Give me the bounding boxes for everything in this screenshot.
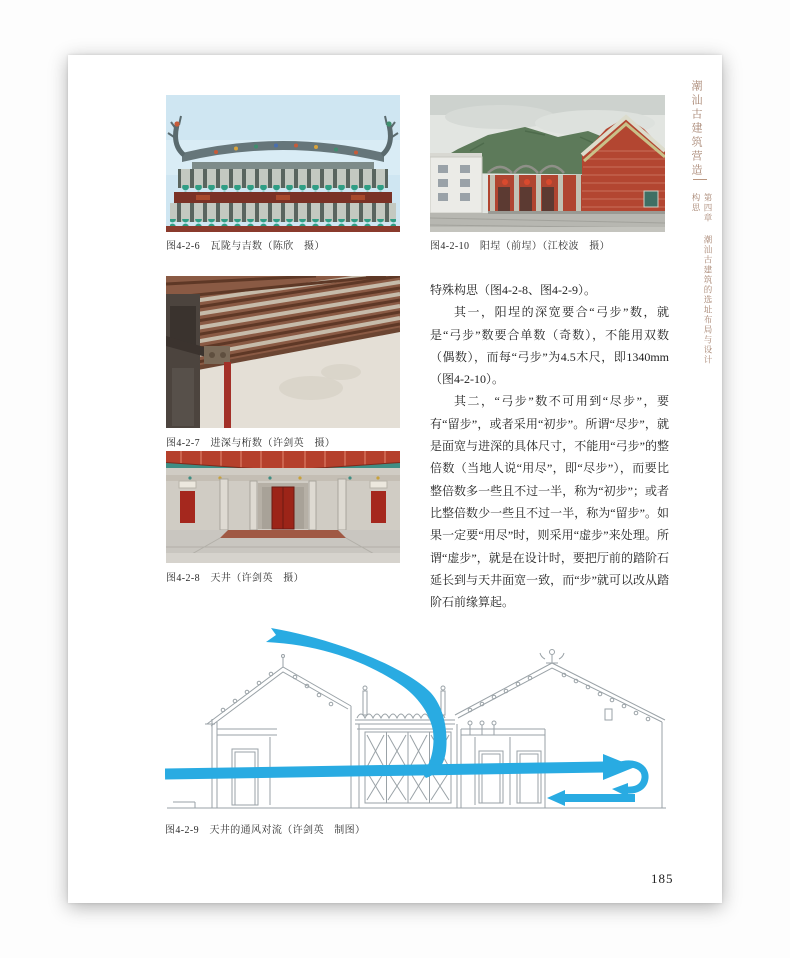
figure-caption: 图4-2-6 瓦陇与吉数（陈欣 摄） bbox=[166, 241, 325, 252]
paragraph: 其一，阳埕的深宽要合“弓步”数，就是“弓步”数要合单数（奇数），不能用双数（偶数），而每“弓步”为4.5木尺，即1340mm（图4-2-10）。 bbox=[430, 305, 669, 387]
photo-roof-beams bbox=[166, 276, 400, 428]
figure-caption: 图4-2-10 阳埕（前埕）（江校波 摄） bbox=[430, 241, 611, 252]
chapter-number: 第四章 bbox=[703, 193, 713, 223]
photo-red-brick-houses bbox=[430, 95, 665, 232]
page-number: 185 bbox=[651, 871, 674, 886]
figure-caption: 图4-2-7 进深与桁数（许剑英 摄） bbox=[166, 438, 336, 449]
running-head-book-title: 潮汕古建筑营造 bbox=[690, 80, 702, 178]
running-head-chapter bbox=[690, 193, 714, 373]
photo-courtyard bbox=[166, 451, 400, 563]
chapter-title: 潮汕古建筑的选址布局与设计构思 bbox=[691, 193, 713, 365]
diagram-ventilation-section bbox=[165, 625, 668, 817]
paragraph: 其二，“弓步”数不可用到“尽步”，要有“留步”，或者采用“初步”。所谓“尽步”，就是面宽与进深的具体尺寸，不能用“弓步”的整倍数（当地人说“用尽”，即“尽步”），而要比整倍数多一些且不过一半，称为“初步”；或者比整倍数少一些且不过一半，称为“留步”。如果一定要“用尽”时，则采用“虚步”来处理。所谓“虚步”，就是在设计时，要把厅前的踏阶石延长到与天井面宽一致，而“步”就可以改从踏阶石前缘算起。 bbox=[430, 394, 669, 610]
paragraph: 特殊构思（图4-2-8、图4-2-9）。 bbox=[430, 283, 596, 297]
running-head-divider bbox=[693, 179, 707, 180]
photo-roof-ridge-tiles bbox=[166, 95, 400, 232]
figure-caption: 图4-2-9 天井的通风对流（许剑英 制图） bbox=[165, 825, 366, 836]
figure-caption: 图4-2-8 天井（许剑英 摄） bbox=[166, 573, 305, 584]
body-text-column bbox=[430, 279, 669, 613]
book-page bbox=[68, 55, 722, 903]
